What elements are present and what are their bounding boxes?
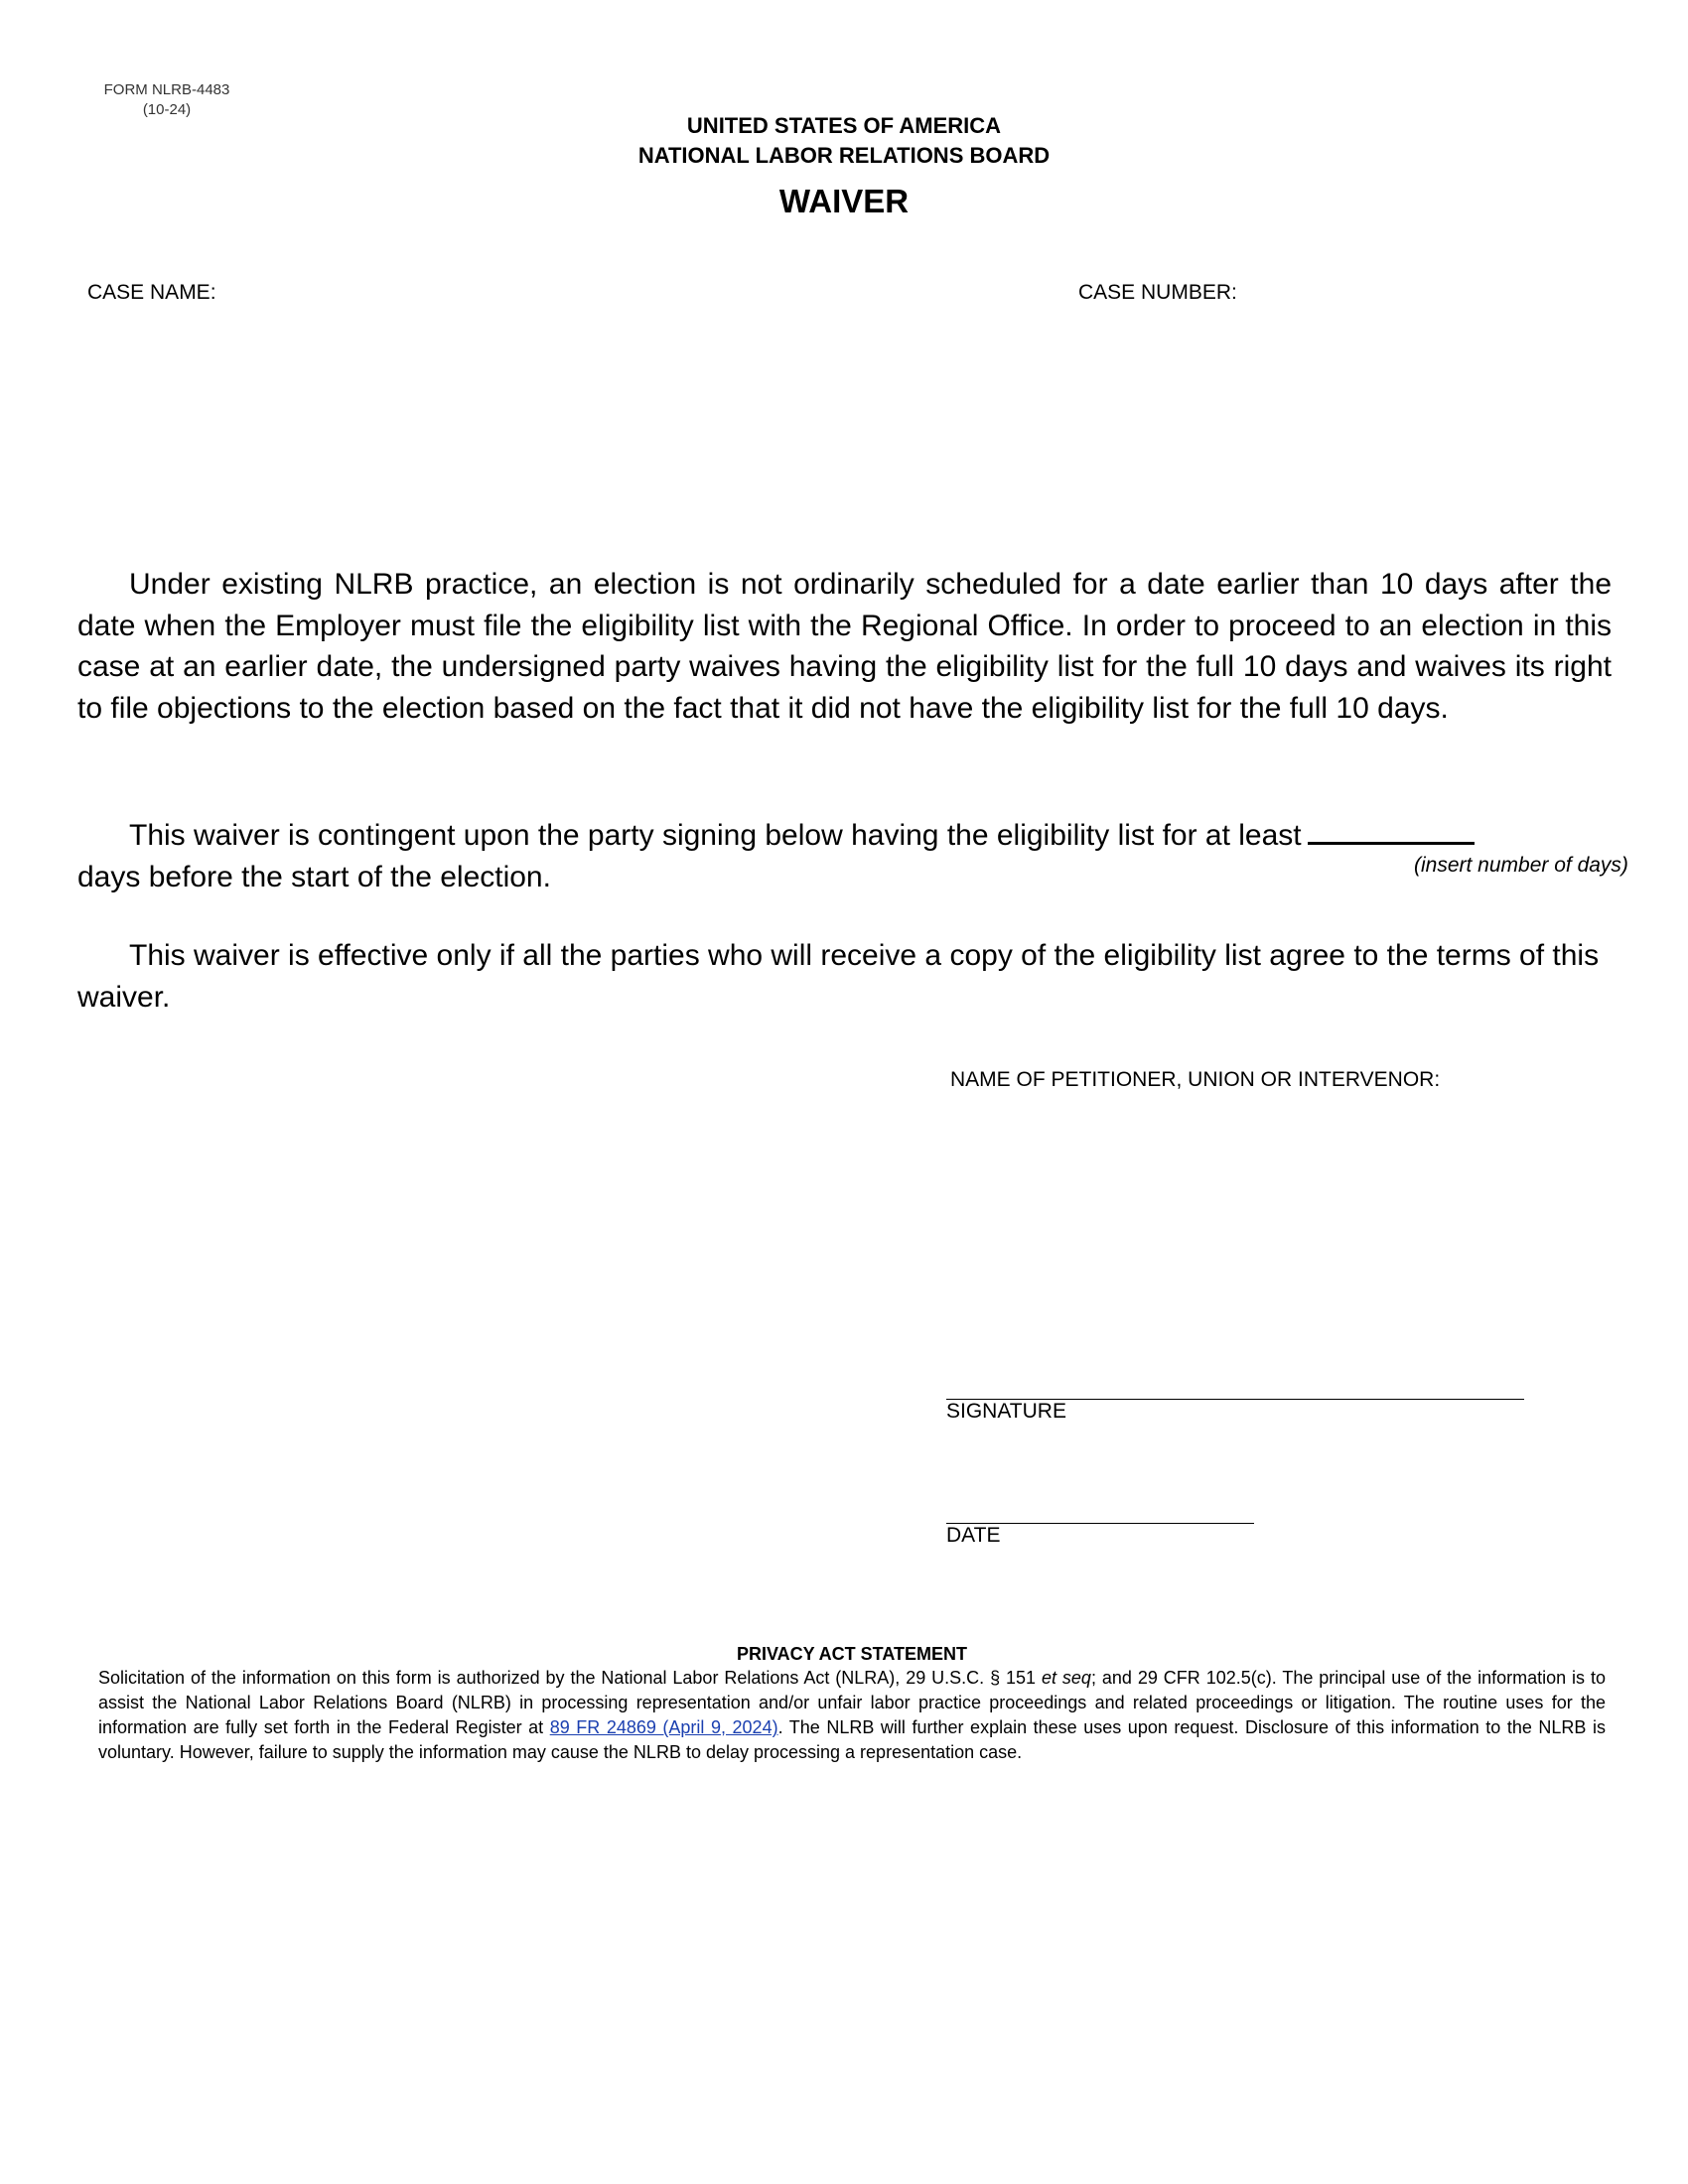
privacy-text-2: ; and 29 CFR 102.5(c). The principal use of the information is to assist the National Labor Relations Board (NLRB) in processing representation and/or unfair labor practice proceedings and related proceedings or litigation. The routine uses for the information are fully set forth in the Federal Register at [98,1668,1606,1737]
date-label: DATE [946,1524,1001,1547]
privacy-title: PRIVACY ACT STATEMENT [736,1644,967,1664]
paragraph-contingent [77,812,1612,897]
paragraph-contingent-text-2: days before the start of the election. [77,860,551,893]
paragraph-effective-text: This waiver is effective only if all the parties who will receive a copy of the eligibility list agree to the terms of this waiver. [77,939,1600,1014]
insert-days-hint: (insert number of days) [1414,854,1628,877]
signature-label: SIGNATURE [946,1400,1066,1423]
petitioner-label: NAME OF PETITIONER, UNION OR INTERVENOR: [950,1068,1441,1091]
paragraph-effective [77,935,1612,1018]
privacy-text-3: . The NLRB will further explain these uses upon request. Disclosure of this information to the NLRB is voluntary. However, failure to supply the information may cause the NLRB to delay processing a representation case. [98,1717,1606,1762]
privacy-text-1: Solicitation of the information on this form is authorized by the National Labor Relations Act (NLRA), 29 U.S.C. § 151 [98,1668,1042,1688]
form-revision: (10-24) [142,101,192,118]
paragraph-contingent-text-1: This waiver is contingent upon the party signing below having the eligibility list for at least [129,819,1302,852]
days-blank-field[interactable] [1308,812,1475,845]
privacy-statement [98,1666,1606,1765]
federal-register-link[interactable]: 89 FR 24869 (April 9, 2024) [549,1717,778,1737]
page-title: WAIVER [778,183,910,219]
paragraph-practice [77,564,1612,729]
form-number: FORM NLRB-4483 [103,81,230,98]
case-number-label: CASE NUMBER: [1078,281,1237,304]
privacy-et-seq: et seq [1041,1668,1091,1688]
case-name-label: CASE NAME: [87,281,216,304]
header-country: UNITED STATES OF AMERICA [686,113,1002,138]
header-agency: NATIONAL LABOR RELATIONS BOARD [637,143,1051,168]
paragraph-practice-text: Under existing NLRB practice, an election is not ordinarily scheduled for a date earlier than 10 days after the date when the Employer must file the eligibility list with the Regional Office. In order to proceed to an election in this case at an earlier date, the undersigned party waives having the eligibility list for the full 10 days and waives its right to file objections to the election based on the fact that it did not have the eligibility list for the full 10 days. [77,568,1612,725]
